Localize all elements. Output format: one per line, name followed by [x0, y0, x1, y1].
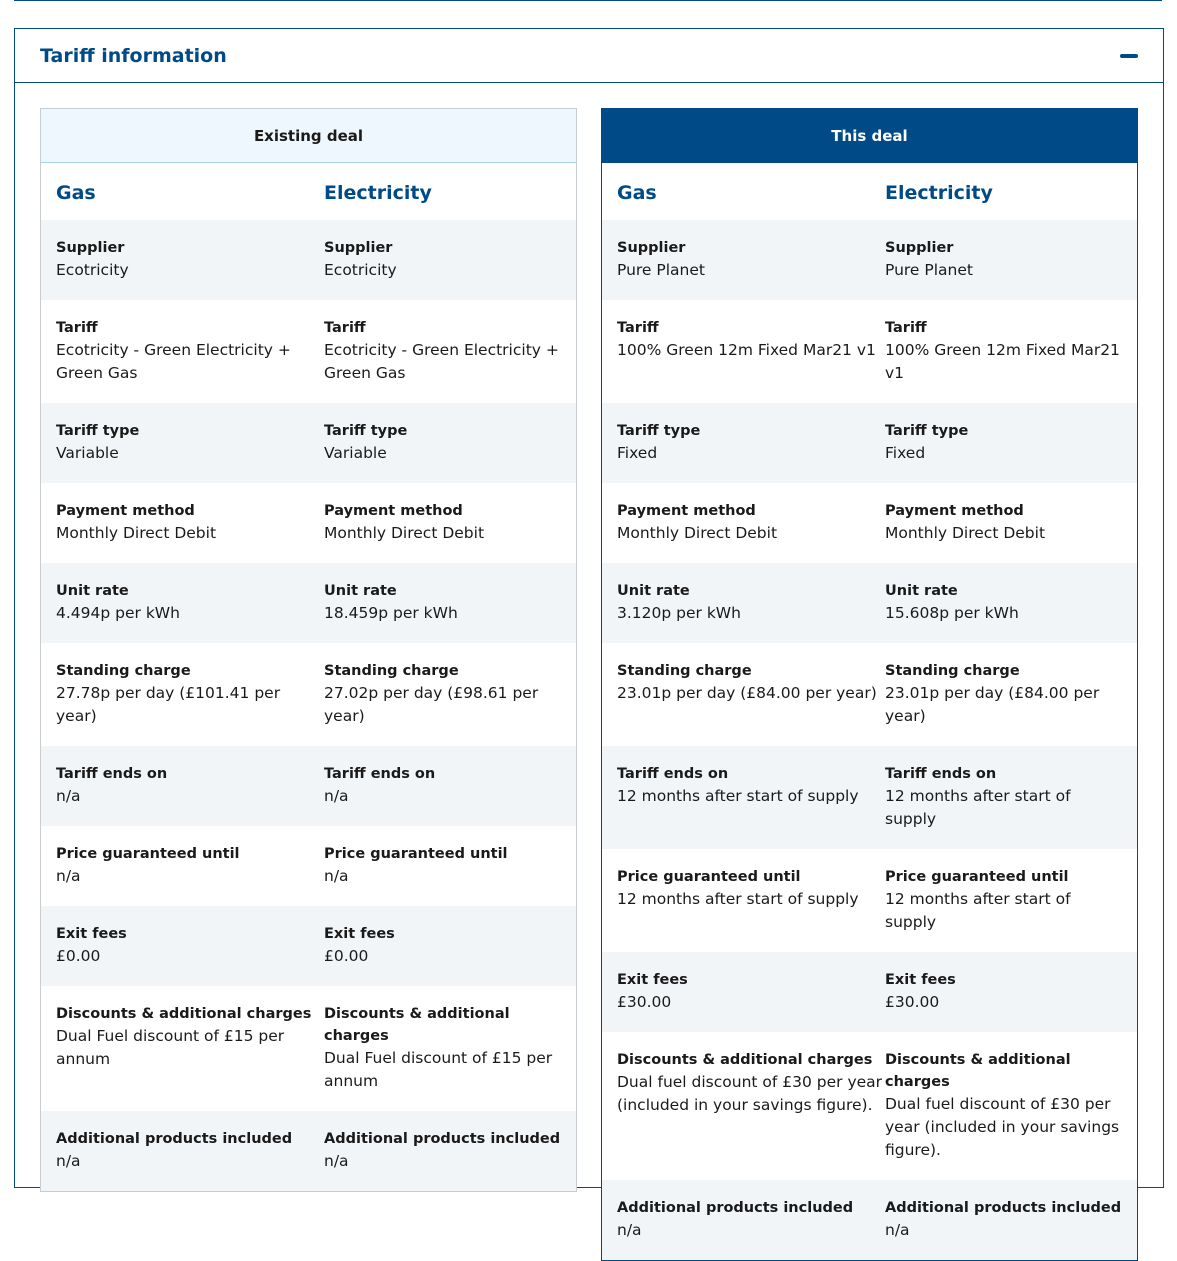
field-label: Tariff [885, 320, 927, 336]
electricity-cell [885, 403, 1123, 483]
gas-cell [617, 1032, 885, 1180]
minus-icon[interactable] [1120, 54, 1138, 58]
electricity-cell [324, 220, 562, 300]
tariff-row [41, 220, 576, 300]
gas-cell [56, 643, 324, 746]
field-value: Monthly Direct Debit [617, 524, 778, 542]
existing-deal-card [40, 108, 577, 1192]
gas-cell [617, 746, 885, 849]
field-label: Payment method [617, 503, 756, 519]
field-label: Price guaranteed until [885, 869, 1069, 885]
field-value: Ecotricity - Green Electricity + Green Gas [56, 341, 291, 382]
gas-cell [617, 300, 885, 403]
gas-cell [617, 403, 885, 483]
field-label: Tariff type [885, 423, 969, 439]
field-label: Tariff [324, 320, 366, 336]
field-label: Price guaranteed until [324, 846, 508, 862]
field-value: Monthly Direct Debit [324, 524, 485, 542]
gas-cell [56, 826, 324, 906]
field-value: Fixed [617, 444, 658, 462]
field-value: Pure Planet [885, 261, 973, 279]
field-label: Supplier [324, 240, 393, 256]
tariff-row [41, 483, 576, 563]
tariff-row [602, 643, 1137, 746]
this-deal-card [601, 108, 1138, 1261]
electricity-cell [885, 300, 1123, 403]
field-label: Standing charge [885, 663, 1020, 679]
electricity-cell [885, 952, 1123, 1032]
field-label: Exit fees [885, 972, 956, 988]
field-label: Payment method [56, 503, 195, 519]
field-label: Standing charge [617, 663, 752, 679]
field-label: Supplier [617, 240, 686, 256]
this-deal-header: This deal [601, 108, 1138, 163]
field-label: Supplier [56, 240, 125, 256]
field-value: £30.00 [617, 993, 672, 1011]
tariff-row [41, 826, 576, 906]
field-value: 18.459p per kWh [324, 604, 458, 622]
field-value: Dual Fuel discount of £15 per annum [324, 1049, 553, 1090]
field-label: Exit fees [56, 926, 127, 942]
field-label: Unit rate [324, 583, 397, 599]
field-label: Unit rate [56, 583, 129, 599]
field-label: Discounts & additional charges [885, 1052, 1071, 1090]
electricity-cell [324, 986, 562, 1111]
tariff-row [602, 746, 1137, 849]
field-label: Tariff type [617, 423, 701, 439]
field-value: Variable [324, 444, 387, 462]
tariff-row [41, 1111, 576, 1191]
field-label: Tariff type [324, 423, 408, 439]
field-value: n/a [885, 1221, 910, 1239]
tariff-information-toggle[interactable] [15, 29, 1163, 83]
field-label: Price guaranteed until [617, 869, 801, 885]
field-value: 15.608p per kWh [885, 604, 1019, 622]
field-label: Tariff ends on [56, 766, 168, 782]
tariff-row [602, 483, 1137, 563]
electricity-cell [324, 563, 562, 643]
field-label: Exit fees [617, 972, 688, 988]
field-label: Supplier [885, 240, 954, 256]
field-label: Tariff [617, 320, 659, 336]
field-label: Tariff type [56, 423, 140, 439]
existing-deal-header: Existing deal [41, 109, 576, 163]
tariff-row [41, 906, 576, 986]
field-value: Monthly Direct Debit [56, 524, 217, 542]
field-label: Unit rate [885, 583, 958, 599]
field-value: 27.02p per day (£98.61 per year) [324, 684, 539, 725]
tariff-row [602, 1032, 1137, 1180]
gas-cell [56, 483, 324, 563]
field-label: Standing charge [324, 663, 459, 679]
field-value: Dual Fuel discount of £15 per annum [56, 1027, 285, 1068]
gas-cell [56, 403, 324, 483]
field-label: Additional products included [617, 1200, 854, 1216]
electricity-cell [885, 746, 1123, 849]
field-label: Tariff ends on [617, 766, 729, 782]
electricity-cell [885, 643, 1123, 746]
field-value: n/a [617, 1221, 642, 1239]
field-label: Price guaranteed until [56, 846, 240, 862]
field-value: Dual fuel discount of £30 per year (included in your savings figure). [885, 1095, 1120, 1159]
field-label: Payment method [324, 503, 463, 519]
electricity-cell [324, 746, 562, 826]
field-label: Additional products included [885, 1200, 1122, 1216]
field-label: Additional products included [56, 1131, 293, 1147]
field-value: £0.00 [56, 947, 101, 965]
tariff-row [602, 403, 1137, 483]
tariff-row [41, 643, 576, 746]
field-label: Unit rate [617, 583, 690, 599]
gas-cell [56, 300, 324, 403]
electricity-cell [885, 220, 1123, 300]
field-value: n/a [324, 1152, 349, 1170]
field-value: 12 months after start of supply [617, 787, 859, 805]
field-value: 4.494p per kWh [56, 604, 180, 622]
field-value: £0.00 [324, 947, 369, 965]
tariff-information-panel [14, 28, 1164, 1239]
field-label: Standing charge [56, 663, 191, 679]
electricity-cell [324, 300, 562, 403]
gas-cell [617, 952, 885, 1032]
gas-cell [617, 220, 885, 300]
field-label: Discounts & additional charges [324, 1006, 510, 1044]
field-label: Tariff ends on [324, 766, 436, 782]
field-label: Discounts & additional charges [617, 1052, 873, 1068]
tariff-row [41, 986, 576, 1111]
gas-cell [617, 1180, 885, 1260]
fuel-gas-heading: Gas [617, 182, 657, 204]
gas-cell [56, 1111, 324, 1191]
field-value: 12 months after start of supply [885, 890, 1071, 931]
field-value: Monthly Direct Debit [885, 524, 1046, 542]
panel-title: Tariff information [40, 44, 227, 67]
electricity-cell [885, 563, 1123, 643]
field-value: 23.01p per day (£84.00 per year) [885, 684, 1100, 725]
electricity-cell [885, 1032, 1123, 1180]
fuel-header-row [41, 163, 576, 220]
field-value: n/a [56, 787, 81, 805]
field-value: n/a [324, 867, 349, 885]
tariff-row [41, 403, 576, 483]
field-value: 27.78p per day (£101.41 per year) [56, 684, 281, 725]
field-label: Payment method [885, 503, 1024, 519]
tariff-row [602, 300, 1137, 403]
tariff-row [602, 563, 1137, 643]
tariff-row [602, 952, 1137, 1032]
field-value: 3.120p per kWh [617, 604, 741, 622]
field-label: Tariff [56, 320, 98, 336]
field-value: Pure Planet [617, 261, 705, 279]
electricity-cell [324, 483, 562, 563]
electricity-cell [885, 849, 1123, 952]
gas-cell [56, 906, 324, 986]
field-value: Dual fuel discount of £30 per year (included in your savings figure). [617, 1073, 883, 1114]
field-value: 12 months after start of supply [617, 890, 859, 908]
gas-cell [617, 849, 885, 952]
fuel-electricity-heading: Electricity [885, 182, 993, 204]
field-label: Exit fees [324, 926, 395, 942]
gas-cell [56, 220, 324, 300]
electricity-cell [324, 643, 562, 746]
gas-cell [617, 643, 885, 746]
field-value: n/a [56, 1152, 81, 1170]
tariff-row [602, 849, 1137, 952]
field-value: 100% Green 12m Fixed Mar21 v1 [885, 341, 1120, 382]
tariff-row [602, 220, 1137, 300]
electricity-cell [324, 403, 562, 483]
gas-cell [617, 483, 885, 563]
field-value: Variable [56, 444, 119, 462]
field-value: Ecotricity [56, 261, 129, 279]
electricity-cell [324, 1111, 562, 1191]
gas-cell [56, 746, 324, 826]
electricity-cell [324, 826, 562, 906]
field-value: 100% Green 12m Fixed Mar21 v1 [617, 341, 876, 359]
field-value: £30.00 [885, 993, 940, 1011]
fuel-header-row [602, 163, 1137, 220]
electricity-cell [324, 906, 562, 986]
field-label: Additional products included [324, 1131, 561, 1147]
tariff-row [41, 746, 576, 826]
fuel-electricity-heading: Electricity [324, 182, 432, 204]
tariff-row [41, 563, 576, 643]
tariff-row [602, 1180, 1137, 1260]
gas-cell [617, 563, 885, 643]
fuel-gas-heading: Gas [56, 182, 96, 204]
field-label: Discounts & additional charges [56, 1006, 312, 1022]
gas-cell [56, 986, 324, 1111]
field-value: n/a [324, 787, 349, 805]
field-value: 12 months after start of supply [885, 787, 1071, 828]
previous-panel-edge [14, 0, 1162, 1]
field-value: Fixed [885, 444, 926, 462]
field-value: Ecotricity - Green Electricity + Green Gas [324, 341, 559, 382]
electricity-cell [885, 1180, 1123, 1260]
field-value: Ecotricity [324, 261, 397, 279]
tariff-row [41, 300, 576, 403]
field-value: n/a [56, 867, 81, 885]
electricity-cell [885, 483, 1123, 563]
field-value: 23.01p per day (£84.00 per year) [617, 684, 877, 702]
gas-cell [56, 563, 324, 643]
field-label: Tariff ends on [885, 766, 997, 782]
